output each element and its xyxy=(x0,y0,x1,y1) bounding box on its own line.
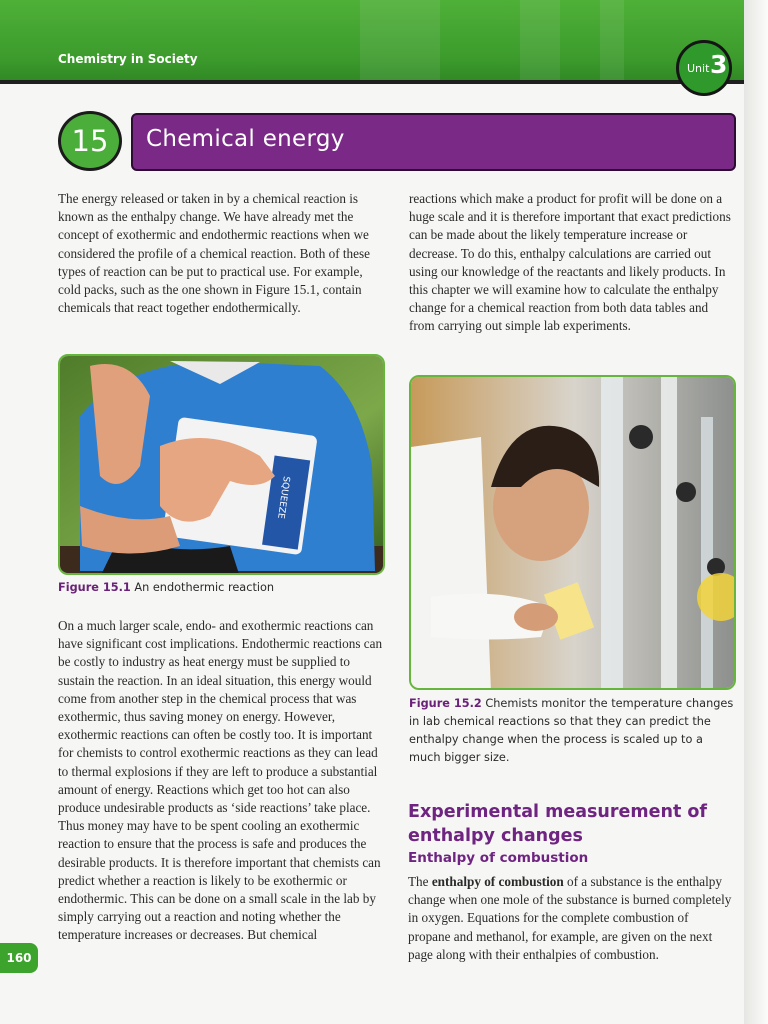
chapter-title: Chemical energy xyxy=(146,126,345,152)
figure-15-2-label: Figure 15.2 xyxy=(409,697,482,710)
header-rule xyxy=(0,80,745,84)
section-subheading: Enthalpy of combustion xyxy=(408,850,589,866)
combustion-text-start: The xyxy=(408,874,432,889)
unit-badge xyxy=(676,40,732,96)
scale-paragraph: On a much larger scale, endo- and exothermic reactions can have significant cost implications. Endothermic reactions can be costly to industry as heat energy must be supplied to sustain the reaction. In an ideal situation, this energy would come from another step in the chemical process that was exothermic, thus saving money on energy. However, exothermic reactions can often be costly too. It is important for chemists to control exothermic reactions as they can lead to thermal explosions if they are left to produce a substantial amount of energy. Reactions which get too hot can also produce undesirable products as ‘side reactions’ take place. Thus money may have to be spent cooling an exothermic reaction to ensure that the process is safe and produces the desirable products. It is therefore important that chemists can predict whether a reaction is likely to be exothermic or endothermic. This can be done on a small scale in the lab by simply carrying out a reaction and noting whether the temperature increases or decreases. But chemical xyxy=(58,618,383,943)
figure-15-1-text: An endothermic reaction xyxy=(134,581,275,594)
figure-15-1-label: Figure 15.1 xyxy=(58,581,131,594)
section-heading: Experimental measurement of enthalpy changes xyxy=(408,802,708,846)
section-title: Chemistry in Society xyxy=(58,52,198,66)
unit-label: Unit xyxy=(687,62,710,75)
header-band xyxy=(0,0,768,84)
right-intro-paragraph: reactions which make a product for profit will be done on a huge scale and it is therefore important that exact predictions can be made about the likely temperature increase or decrease. To do this, enthalpy calculations are carried out using our knowledge of the reactants and likely products. In this chapter we will examine how to calculate the enthalpy change for a chemical reaction from both data tables and from carrying out simple lab experiments. xyxy=(409,191,731,334)
figure-15-1-image xyxy=(58,354,385,575)
figure-15-1-caption xyxy=(58,579,380,597)
combustion-text-end: of a substance is the enthalpy change when one mole of the substance is burned completely in oxygen. Equations for the complete combustion of propane and methanol, for example, are given on the next page along with their enthalpies of combustion. xyxy=(408,874,732,962)
unit-number: 3 xyxy=(710,50,728,79)
pack-label: SQUEEZE xyxy=(275,475,291,520)
combustion-paragraph xyxy=(408,873,734,964)
page-number: 160 xyxy=(0,943,38,973)
lab-chemist-illustration xyxy=(411,377,736,690)
combustion-term: enthalpy of combustion xyxy=(431,874,564,889)
intro-paragraph: The energy released or taken in by a chemical reaction is known as the enthalpy change. We have already met the concept of exothermic and endothermic reactions when we considered the profile of a chemical reaction. Both of these types of reaction can be put to practical use. For example, cold packs, such as the one shown in Figure 15.1, contain chemicals that react together endothermically. xyxy=(58,191,370,316)
figure-15-2-image xyxy=(409,375,736,690)
page-edge xyxy=(744,0,768,1024)
cold-pack-illustration xyxy=(60,356,385,575)
chapter-number: 15 xyxy=(58,111,122,171)
figure-15-2-caption xyxy=(409,695,734,767)
figure-15-2-text: Chemists monitor the temperature changes in lab chemical reactions so that they can predict the enthalpy change when the process is scaled up to a much bigger size. xyxy=(409,697,734,764)
